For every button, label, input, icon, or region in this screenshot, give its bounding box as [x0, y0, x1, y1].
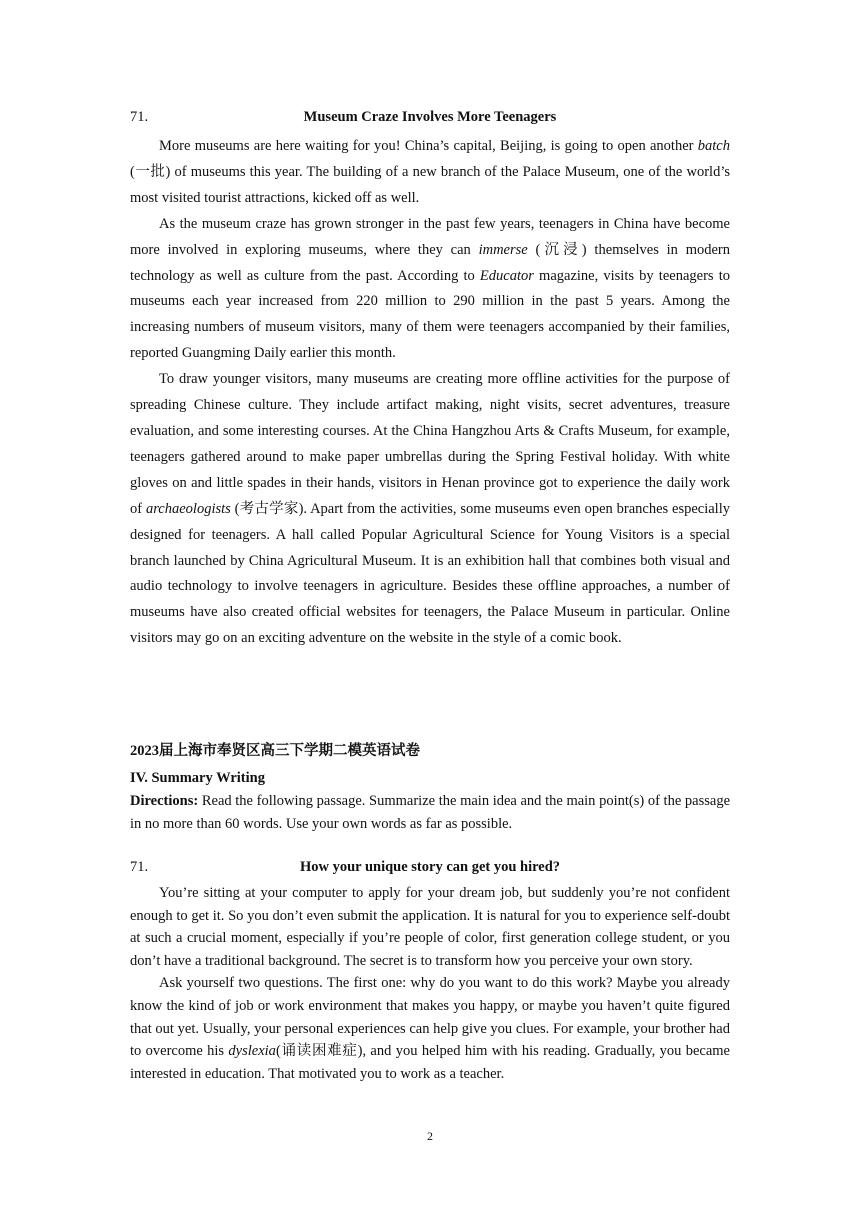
passage-2: [130, 859, 730, 1085]
text-run: (考古学家). Apart from the activities, some museums even open branches especially designed for teenagers. A hall called Popular Agricultural Science for Young Visitors is a special branch launched by China Agricultural Museum. It is an exhibition hall that combines both visual and audio technology to involve teenagers in agriculture. Besides these offline approaches, a number of museums have also created official websites for teenagers, the Palace Museum in particular. Online visitors may go on an exciting adventure on the website in the style of a comic book.: [130, 500, 730, 647]
directions-label: Directions:: [130, 793, 199, 810]
text-run: (沉浸) themselves in modern technology as well as culture from the past. According to: [130, 241, 730, 284]
italic-term: batch: [697, 138, 730, 154]
passage-1: [130, 109, 730, 652]
passage-title: Museum Craze Involves More Teenagers: [303, 109, 557, 125]
italic-term: immerse: [478, 241, 528, 258]
passage-1-header: [130, 109, 730, 133]
passage-1-body: [130, 134, 730, 652]
paragraph: [130, 972, 730, 1085]
text-run: Ask yourself two questions. The first one: why do you want to do this work? Maybe you already know the kind of job or work environment that makes you happy, or maybe you haven’t quite figured that out yet. Usually, your personal experiences can help give you clues. For example, your brother had to overcome his: [130, 975, 730, 1060]
text-run: You’re sitting at your computer to apply for your dream job, but suddenly you’re not confident enough to get it. So you don’t even submit the application. It is natural for you to experience self-doubt at such a crucial moment, especially if you’re people of color, first generation college student, or you don’t have a traditional background. The secret is to transform how you perceive your own story.: [130, 885, 730, 969]
paragraph: [130, 367, 730, 652]
text-run: (诵读困难症), and you helped him with his reading. Gradually, you became interested in education. That motivated you to work as a teacher.: [130, 1043, 730, 1082]
paragraph: [130, 134, 730, 212]
text-run: More museums are here waiting for you! China’s capital, Beijing, is going to open another: [159, 138, 698, 154]
italic-term: dyslexia: [228, 1043, 276, 1060]
passage-title: How your unique story can get you hired?: [299, 859, 561, 875]
text-run: magazine, visits by teenagers to museums each year increased from 220 million to 290 million in the past 5 years. Among the increasing numbers of museum visitors, many of them were teenagers accompanied by their families, reported Guangming Daily earlier this month.: [130, 267, 730, 362]
italic-term: Educator: [479, 267, 534, 284]
exam-source: 2023届上海市奉贤区高三下学期二模英语试卷: [130, 743, 420, 759]
paragraph: [130, 212, 730, 367]
page-number: 2: [427, 1129, 433, 1143]
text-run: To draw younger visitors, many museums are creating more offline activities for the purpose of spreading Chinese culture. They include artifact making, night visits, secret adventures, treasure evaluation, and some interesting courses. At the China Hangzhou Arts & Crafts Museum, for example, teenagers gathered around to make paper umbrellas during the Spring Festival holiday. With white gloves on and little spades in their hands, visitors in Henan province got to experience the daily work of: [130, 371, 730, 517]
section-heading: IV. Summary Writing: [130, 769, 265, 786]
question-number: 71.: [130, 109, 149, 125]
passage-2-header: [130, 859, 730, 883]
italic-term: archaeologists: [145, 500, 231, 517]
directions: [130, 790, 730, 835]
paragraph: [130, 882, 730, 972]
passage-2-body: [130, 882, 730, 1085]
question-number: 71.: [130, 859, 149, 875]
directions-text: Read the following passage. Summarize the main idea and the main point(s) of the passage in no more than 60 words. Use your own words as far as possible.: [130, 793, 730, 832]
text-run: (一批) of museums this year. The building of a new branch of the Palace Museum, one of the world’s most visited tourist attractions, kicked off as well.: [130, 163, 730, 206]
text-run: As the museum craze has grown stronger in the past few years, teenagers in China have become more involved in exploring museums, where they can: [130, 215, 730, 258]
exam-header: [130, 740, 730, 835]
